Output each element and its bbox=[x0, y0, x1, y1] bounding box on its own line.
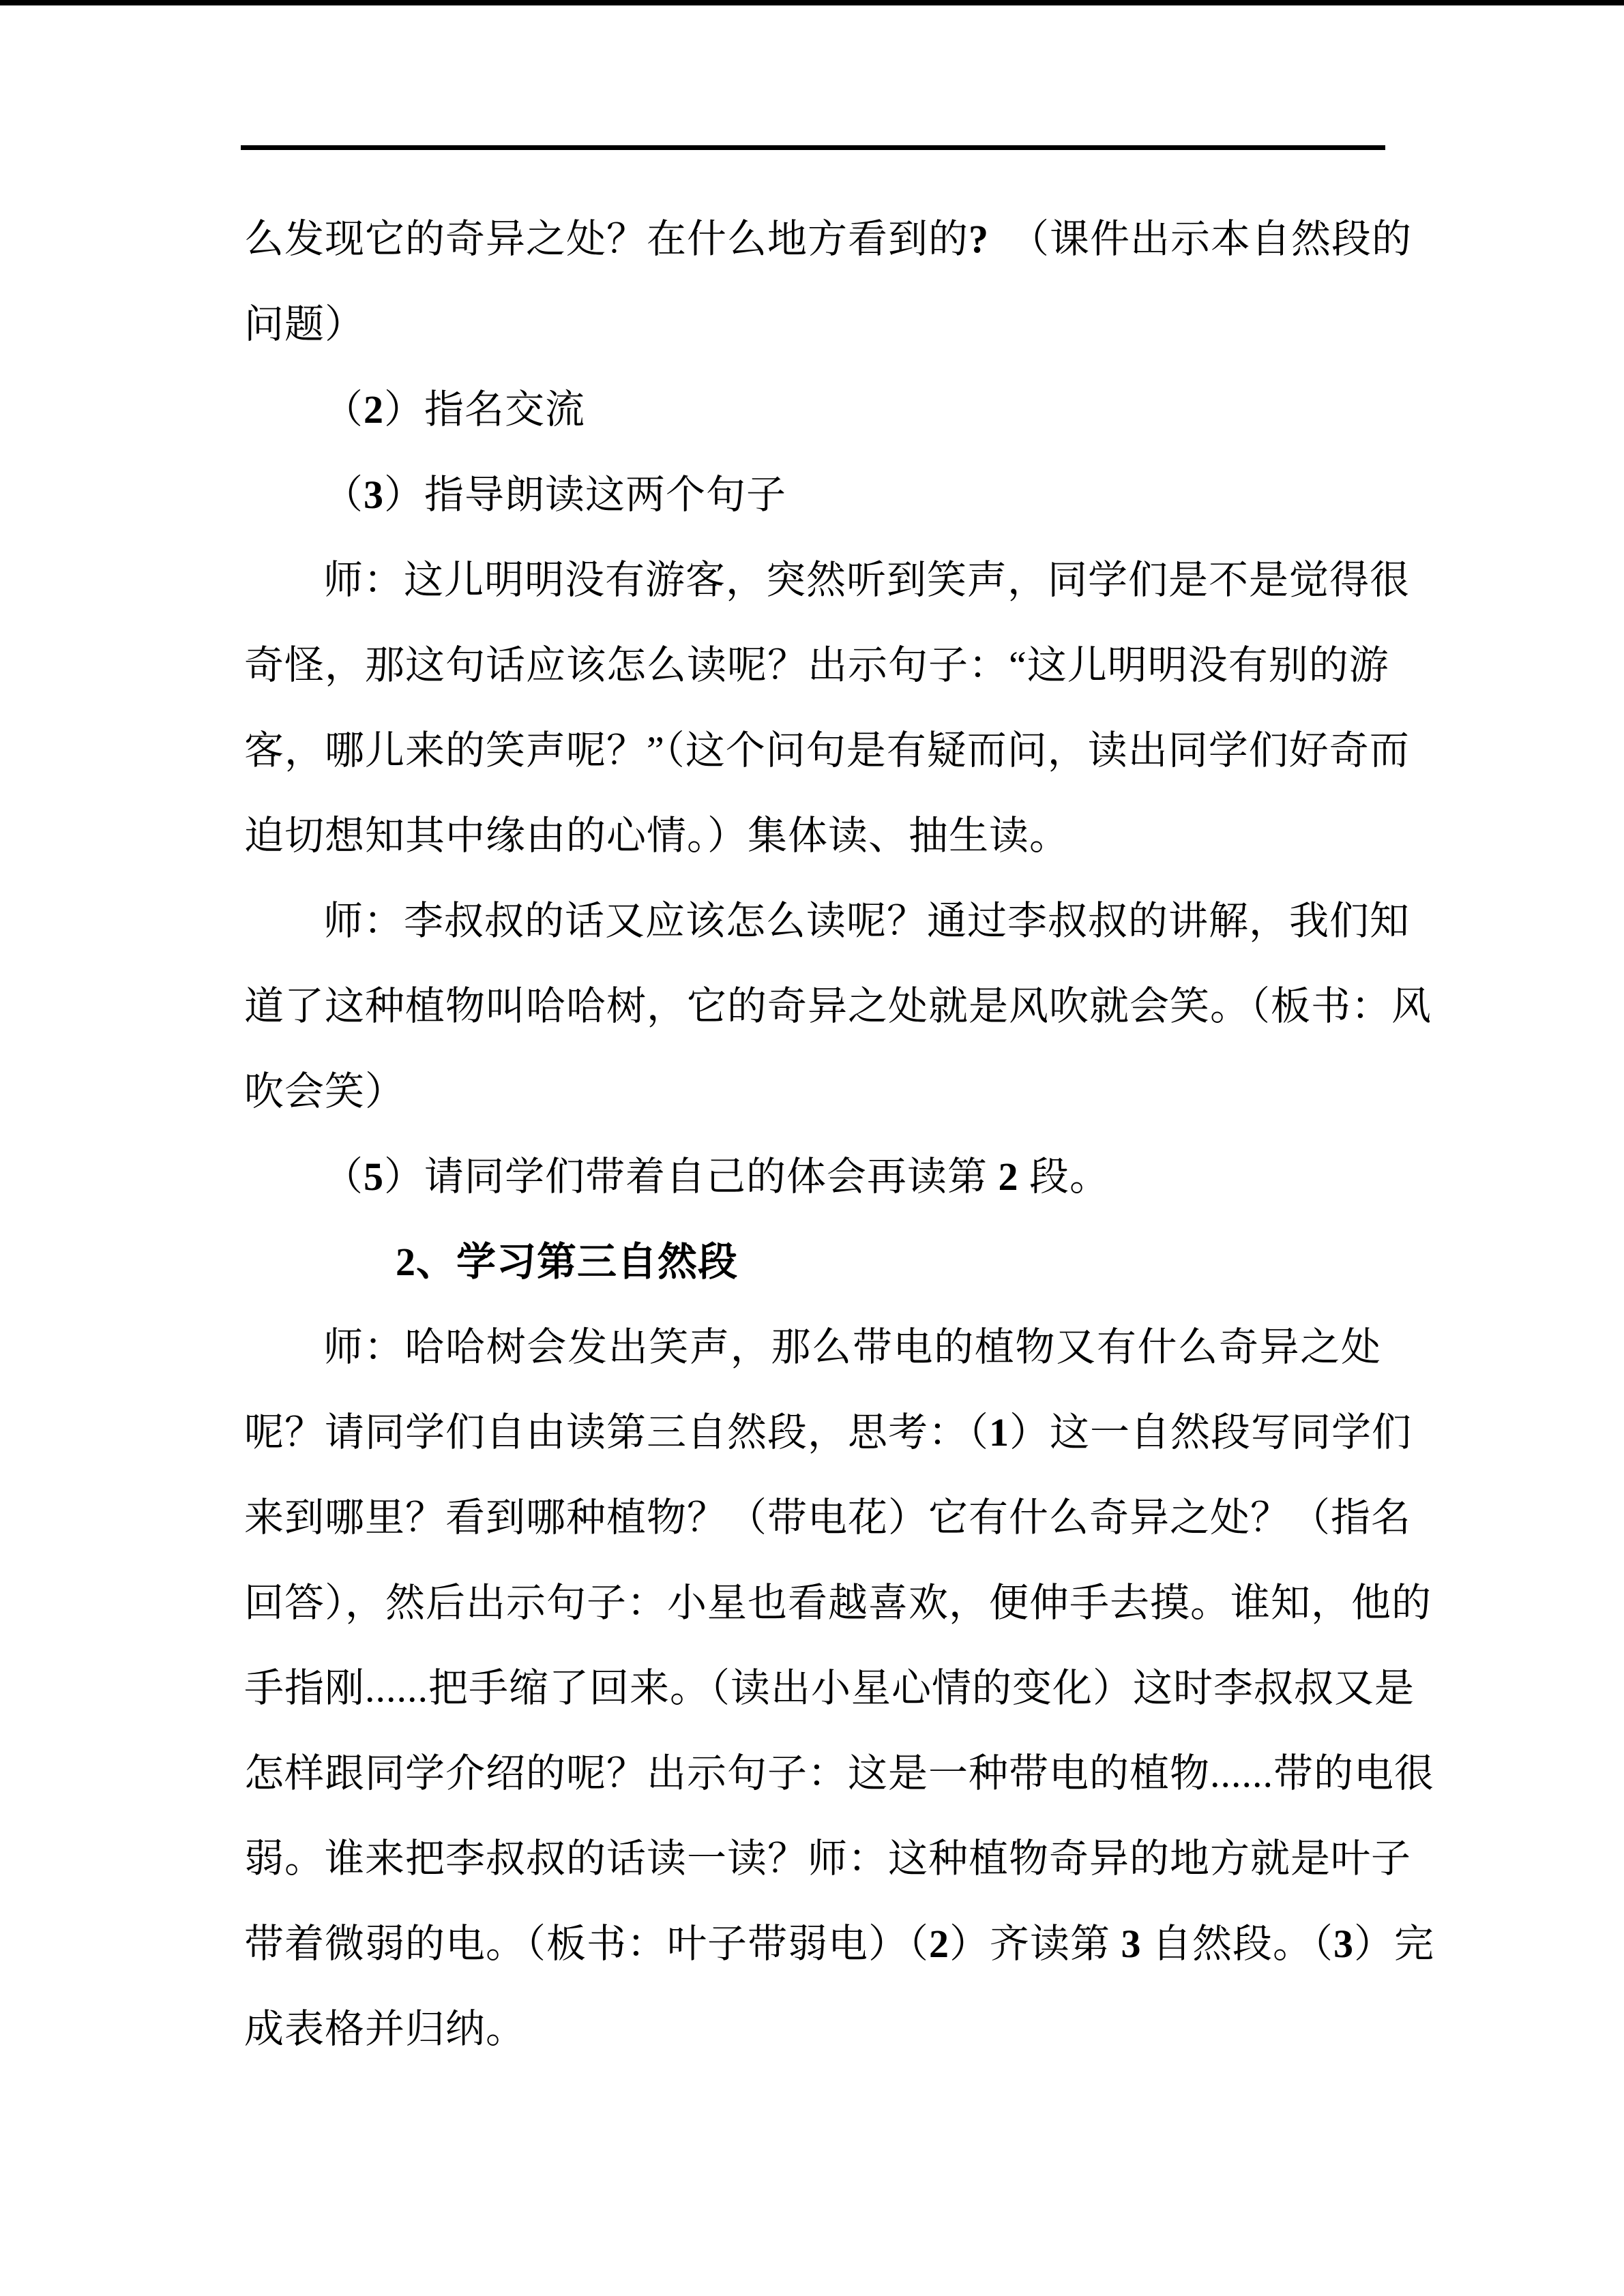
text-line: 客，哪儿来的笑声呢？”（这个问句是有疑而问，读出同学们好奇而 bbox=[244, 728, 1410, 773]
text-line: 带着微弱的电。（板书：叶子带弱电）（2）齐读第 3 自然段。（3）完 bbox=[244, 1922, 1435, 1966]
text-line: 怎样跟同学介绍的呢？出示句子：这是一种带电的植物......带的电很 bbox=[244, 1751, 1435, 1795]
text-line: 道了这种植物叫哈哈树，它的奇异之处就是风吹就会笑。（板书：风 bbox=[244, 984, 1432, 1028]
text-line: 师：哈哈树会发出笑声，那么带电的植物又有什么奇异之处 bbox=[323, 1325, 1381, 1369]
text-line: 迫切想知其中缘由的心情。）集体读、抽生读。 bbox=[244, 814, 1070, 858]
text-line: 吹会笑） bbox=[244, 1069, 406, 1114]
text-line: 呢？请同学们自由读第三自然段，思考：（1）这一自然段写同学们 bbox=[244, 1410, 1413, 1455]
text-line: 回答），然后出示句子：小星也看越喜欢，便伸手去摸。谁知，他的 bbox=[244, 1581, 1432, 1625]
text-line: 问题） bbox=[244, 302, 366, 346]
document-body bbox=[244, 196, 1435, 2072]
text-line: 奇怪，那这句话应该怎么读呢？出示句子：“这儿明明没有别的游 bbox=[244, 643, 1389, 687]
text-line: 师：这儿明明没有游客，突然听到笑声，同学们是不是觉得很 bbox=[323, 558, 1411, 602]
page-top-border bbox=[0, 0, 1624, 5]
text-line: （5）请同学们带着自己的体会再读第 2 段。 bbox=[323, 1154, 1110, 1199]
text-line: （3）指导朗读这两个句子 bbox=[323, 473, 787, 517]
text-line: 手指刚......把手缩了回来。（读出小星心情的变化）这时李叔叔又是 bbox=[244, 1666, 1415, 1710]
text-line: 成表格并归纳。 bbox=[244, 2007, 527, 2051]
header-rule bbox=[241, 145, 1385, 150]
text-line: 师：李叔叔的话又应该怎么读呢？通过李叔叔的讲解，我们知 bbox=[323, 899, 1411, 943]
text-line: 弱。谁来把李叔叔的话读一读？师：这种植物奇异的地方就是叶子 bbox=[244, 1836, 1412, 1881]
text-line: 来到哪里？看到哪种植物？（带电花）它有什么奇异之处？（指名 bbox=[244, 1495, 1412, 1540]
text-line: （2）指名交流 bbox=[323, 387, 586, 432]
section-heading: 2、学习第三自然段 bbox=[396, 1240, 739, 1284]
text-line: 么发现它的奇异之处？在什么地方看到的? （课件出示本自然段的 bbox=[244, 217, 1413, 261]
